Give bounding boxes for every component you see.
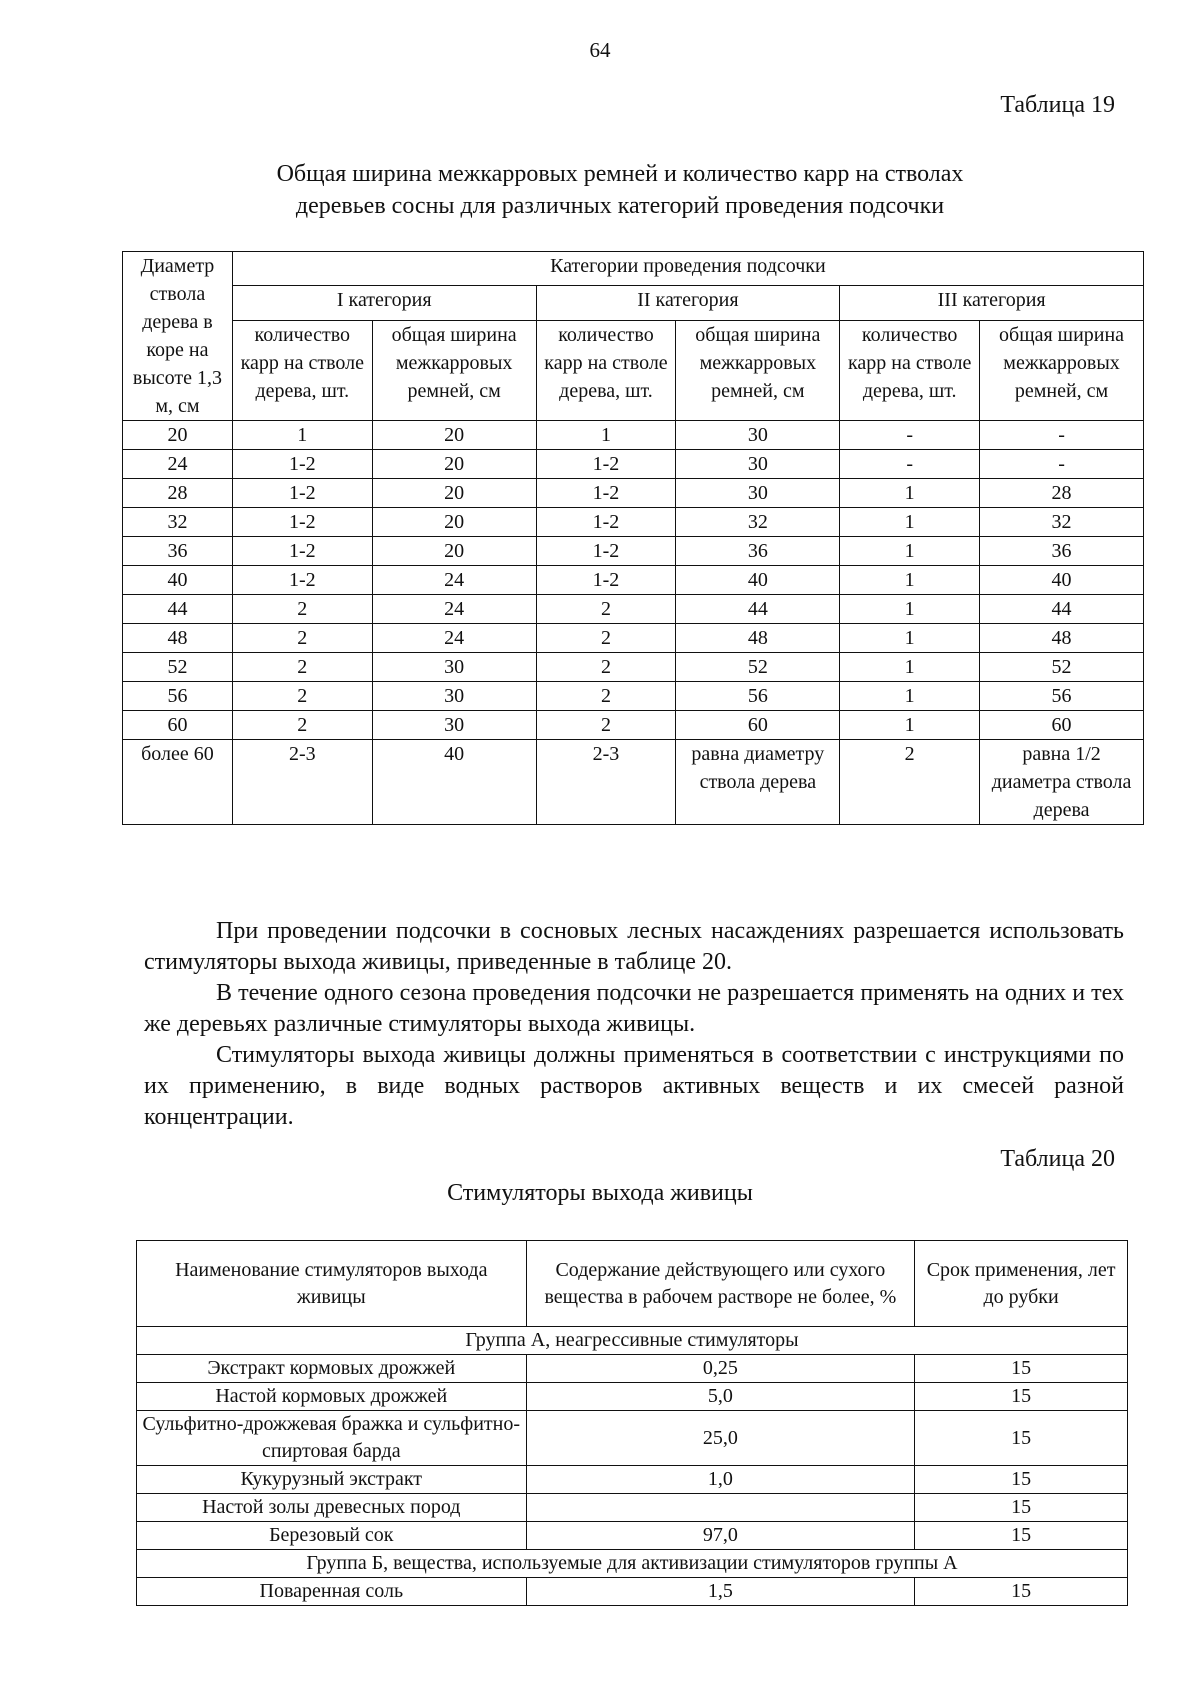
table-cell: 1 [840, 682, 980, 711]
table-cell: 1-2 [536, 508, 676, 537]
table-cell: - [840, 421, 980, 450]
table-cell: 30 [676, 479, 840, 508]
table-cell: 24 [372, 566, 536, 595]
table-cell: 2-3 [536, 740, 676, 825]
table-cell: 2 [232, 653, 372, 682]
table-cell: 2 [536, 595, 676, 624]
table-cell: 1 [840, 537, 980, 566]
table-cell: 1,0 [526, 1466, 915, 1494]
table-cell: 24 [372, 595, 536, 624]
header-category-1: I категория [232, 286, 536, 320]
table-cell: Сульфитно-дрожжевая бражка и сульфитно-спиртовая барда [137, 1411, 527, 1466]
table-cell: 1 [840, 566, 980, 595]
table-cell: 15 [915, 1466, 1128, 1494]
table-cell: 2 [232, 682, 372, 711]
table-cell: 30 [676, 421, 840, 450]
table-cell: - [980, 421, 1144, 450]
table-cell: 48 [676, 624, 840, 653]
table-cell: 40 [676, 566, 840, 595]
table-cell: 1-2 [232, 566, 372, 595]
table-cell: 36 [676, 537, 840, 566]
header-width: общая ширина межкарровых ремней, см [676, 320, 840, 420]
table-cell: 30 [372, 711, 536, 740]
header-category-3: III категория [840, 286, 1144, 320]
table-row [123, 479, 1144, 508]
table-cell: 2 [536, 682, 676, 711]
table-cell: 1 [840, 508, 980, 537]
table-cell: 2 [536, 653, 676, 682]
table-cell: 56 [123, 682, 233, 711]
table-cell: 40 [980, 566, 1144, 595]
table-row [137, 1578, 1128, 1606]
table-cell: 36 [123, 537, 233, 566]
table-cell: 1-2 [232, 479, 372, 508]
table-cell: 32 [123, 508, 233, 537]
table-cell: Настой золы древесных пород [137, 1494, 527, 1522]
table-row [137, 1466, 1128, 1494]
table-cell: 2-3 [232, 740, 372, 825]
table-cell: 20 [372, 450, 536, 479]
table-cell: 60 [980, 711, 1144, 740]
table-row [137, 1355, 1128, 1383]
table-row [123, 653, 1144, 682]
table-row [123, 566, 1144, 595]
table-row [123, 508, 1144, 537]
table-19-title-line: деревьев сосны для различных категорий проведения подсочки [295, 193, 945, 220]
table-cell: 20 [372, 479, 536, 508]
table-cell: 2 [536, 711, 676, 740]
table-cell: 97,0 [526, 1522, 915, 1550]
table-cell: 28 [123, 479, 233, 508]
table-row [123, 537, 1144, 566]
table-cell: 32 [676, 508, 840, 537]
header-count: количество карр на стволе дерева, шт. [232, 320, 372, 420]
group-title: Группа А, неагрессивные стимуляторы [137, 1327, 1128, 1355]
header-count: количество карр на стволе дерева, шт. [536, 320, 676, 420]
group-title: Группа Б, вещества, используемые для активизации стимуляторов группы А [137, 1550, 1128, 1578]
table-cell: 1-2 [536, 450, 676, 479]
table-cell: 44 [676, 595, 840, 624]
body-text [144, 916, 1124, 1133]
table-row [123, 421, 1144, 450]
table-cell: 15 [915, 1383, 1128, 1411]
header-content: Содержание действующего или сухого вещества в рабочем растворе не более, % [526, 1241, 915, 1327]
group-row [137, 1327, 1128, 1355]
table-cell: 2 [536, 624, 676, 653]
table-cell: Березовый сок [137, 1522, 527, 1550]
table-cell: - [980, 450, 1144, 479]
table-cell: равна диаметру ствола дерева [676, 740, 840, 825]
table-cell: 1 [840, 479, 980, 508]
table-cell: 60 [676, 711, 840, 740]
table-19-body [123, 421, 1144, 825]
table-cell: 20 [372, 508, 536, 537]
table-cell: 30 [372, 653, 536, 682]
table-cell: 0,25 [526, 1355, 915, 1383]
table-cell: 20 [372, 421, 536, 450]
table-cell: 1-2 [536, 537, 676, 566]
table-cell: 15 [915, 1494, 1128, 1522]
table-row [123, 624, 1144, 653]
table-cell: 1 [232, 421, 372, 450]
table-cell: 52 [980, 653, 1144, 682]
table-cell: 1 [840, 653, 980, 682]
header-name: Наименование стимуляторов выхода живицы [137, 1241, 527, 1327]
table-cell: 1-2 [536, 479, 676, 508]
paragraph: Стимуляторы выхода живицы должны применяться в соответствии с инструкциями по их применению, в виде водных растворов активных веществ и их смесей разной концентрации. [144, 1042, 1124, 1130]
table-19 [122, 251, 1144, 825]
table-row [123, 682, 1144, 711]
table-cell: 60 [123, 711, 233, 740]
table-row [137, 1383, 1128, 1411]
table-row [137, 1411, 1128, 1466]
table-cell: 36 [980, 537, 1144, 566]
table-cell: 1-2 [536, 566, 676, 595]
header-category-2: II категория [536, 286, 840, 320]
table-cell: 1 [840, 711, 980, 740]
table-cell: Поваренная соль [137, 1578, 527, 1606]
table-cell: 56 [980, 682, 1144, 711]
table-20-label: Таблица 20 [1000, 1146, 1115, 1172]
table-cell: 25,0 [526, 1411, 915, 1466]
table-row [137, 1494, 1128, 1522]
table-cell: 40 [372, 740, 536, 825]
table-19-title-line: Общая ширина межкарровых ремней и количество карр на стволах [276, 161, 964, 187]
table-19-label: Таблица 19 [1000, 92, 1115, 118]
table-cell: 1 [840, 595, 980, 624]
table-cell: 44 [123, 595, 233, 624]
table-cell: 2 [232, 624, 372, 653]
table-cell: 44 [980, 595, 1144, 624]
group-row [137, 1550, 1128, 1578]
paragraph: В течение одного сезона проведения подсочки не разрешается применять на одних и тех же деревьях различные стимуляторы выхода живицы. [144, 980, 1124, 1037]
table-19-title [180, 158, 1060, 223]
table-cell: 2 [232, 711, 372, 740]
table-cell: 20 [372, 537, 536, 566]
table-cell: 5,0 [526, 1383, 915, 1411]
table-cell: 48 [123, 624, 233, 653]
table-cell: - [840, 450, 980, 479]
header-term: Срок применения, лет до рубки [915, 1241, 1128, 1327]
table-cell: 56 [676, 682, 840, 711]
table-cell: 15 [915, 1411, 1128, 1466]
table-cell: 28 [980, 479, 1144, 508]
header-width: общая ширина межкарровых ремней, см [372, 320, 536, 420]
table-cell: Настой кормовых дрожжей [137, 1383, 527, 1411]
table-cell: 40 [123, 566, 233, 595]
table-20-title: Стимуляторы выхода живицы [447, 1180, 753, 1206]
table-row [123, 450, 1144, 479]
table-cell: 52 [123, 653, 233, 682]
table-cell: 48 [980, 624, 1144, 653]
table-cell: 24 [372, 624, 536, 653]
table-row [123, 595, 1144, 624]
table-row [123, 711, 1144, 740]
table-cell: 1 [536, 421, 676, 450]
table-cell: 1,5 [526, 1578, 915, 1606]
table-cell: 15 [915, 1522, 1128, 1550]
paragraph: При проведении подсочки в сосновых лесных насаждениях разрешается использовать стимуляторы выхода живицы, приведенные в таблице 20. [144, 918, 1124, 975]
table-cell: 2 [840, 740, 980, 825]
table-cell: равна 1/2 диаметра ствола дерева [980, 740, 1144, 825]
table-cell: 2 [232, 595, 372, 624]
table-cell: 15 [915, 1578, 1128, 1606]
table-cell: 30 [676, 450, 840, 479]
table-cell: Кукурузный экстракт [137, 1466, 527, 1494]
table-20 [136, 1240, 1128, 1606]
table-row [123, 740, 1144, 825]
table-cell: 1-2 [232, 537, 372, 566]
table-cell: Экстракт кормовых дрожжей [137, 1355, 527, 1383]
table-20-body [137, 1327, 1128, 1606]
table-cell: 30 [372, 682, 536, 711]
table-cell [526, 1494, 915, 1522]
header-width: общая ширина межкарровых ремней, см [980, 320, 1144, 420]
header-diameter: Диаметр ствола дерева в коре на высоте 1,3 м, см [123, 252, 233, 421]
table-cell: 20 [123, 421, 233, 450]
table-cell: 52 [676, 653, 840, 682]
header-categories-group: Категории проведения подсочки [232, 252, 1143, 286]
page-number: 64 [589, 38, 611, 62]
header-count: количество карр на стволе дерева, шт. [840, 320, 980, 420]
table-row [137, 1522, 1128, 1550]
table-cell: 15 [915, 1355, 1128, 1383]
table-cell: 1-2 [232, 508, 372, 537]
table-cell: 24 [123, 450, 233, 479]
table-cell: 1 [840, 624, 980, 653]
table-cell: более 60 [123, 740, 233, 825]
table-cell: 1-2 [232, 450, 372, 479]
table-cell: 32 [980, 508, 1144, 537]
